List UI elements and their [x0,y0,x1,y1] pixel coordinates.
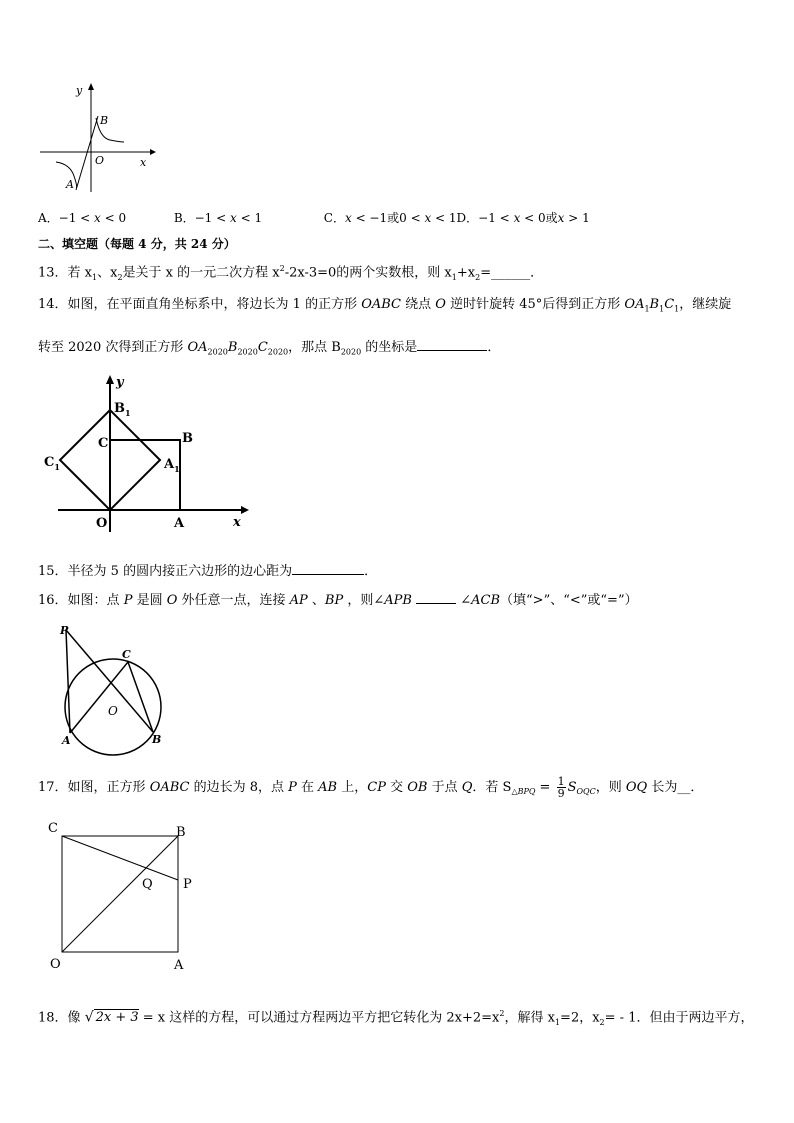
fig14-c: C [98,436,109,451]
fig16-a: A [62,734,71,747]
q17-var: OB [407,780,428,795]
q14-text: 转至 2020 次得到正方形 [38,340,188,355]
fraction-den: 9 [557,787,565,800]
var-x: x [424,211,432,225]
q16-var: AP [289,593,308,608]
fig12-y-label: y [76,84,83,97]
q16-text: ∠ [456,593,472,608]
var-x: x [513,211,521,225]
question-17 [38,776,703,800]
q17-sub: △BPQ [511,787,536,796]
q17-sub: OQC [576,787,596,796]
option-a-tail: < 0 [100,211,127,225]
fig17-o: O [50,957,61,972]
q14-sub: 1 [644,304,650,314]
q16-text: ，则∠ [343,593,385,608]
fig14-a1: $A_1$ [164,457,180,474]
q18-sub: 2 [599,1017,605,1027]
q18-sub: 1 [554,1017,561,1027]
q15-text: 15．半径为 5 的圆内接正六边形的边心距为 [38,564,293,579]
q16-var: P [123,593,133,608]
option-c: C． [323,211,345,225]
q17-var: Q [461,780,473,795]
fig16-b: B [152,733,162,746]
fig14-b: B [182,431,193,446]
option-d-tail: > 1 [564,211,590,225]
fig12-a-label: A [66,178,74,191]
q17-text: ，则 [595,780,626,795]
q17-var: CP [367,780,386,795]
q16-var: O [166,593,178,608]
option-b: B．−1 < [173,211,231,225]
q16-text: （填“>”、“<”或“=”） [500,593,638,608]
q13-text: -2x-3=0的两个实数根，则 x [284,265,452,281]
fraction-num: 1 [557,775,565,788]
q18-text: =2，x [560,1010,600,1026]
q17-text: 于点 [427,780,462,795]
q17-text: 交 [385,780,408,795]
fig14-b1: $B_1$ [114,401,131,418]
q14-sub: 2020 [237,347,258,357]
q13-text: =______． [480,265,544,281]
q18-text: = x 这样的方程，可以通过方程两边平方把它转化为 2x+2=x [138,1010,500,1026]
q17-var: OQ [625,780,648,795]
q18-sup: 2 [499,1009,505,1018]
q14-text: 14．如图，在平面直角坐标系中，将边长为 1 的正方形 [38,297,362,312]
q14-sub: 2020 [340,347,362,357]
fig17-q: Q [142,877,153,892]
fig17-b: B [176,825,186,840]
option-c-mid1: < −1或0 < [351,211,425,225]
q14-text: 的坐标是 [361,340,418,355]
q17-var: AB [318,780,338,795]
q13-sup: 2 [279,264,285,273]
q16-var: ACB [471,593,501,608]
q12-options [38,210,590,226]
q18-text: 18．像 [38,1010,85,1026]
answer-blank[interactable] [417,350,487,351]
sqrt-radicand: 2x + 3 [95,1010,139,1026]
option-b-tail: < 1 [236,211,263,225]
question-14-line1 [38,297,731,318]
answer-blank[interactable] [416,603,456,604]
q14-sub: 2020 [207,347,228,357]
fig17-a: A [174,958,184,973]
q14-var: C [257,340,268,355]
q17-text: 17．如图，正方形 [38,780,150,795]
q14-var: C [664,297,675,312]
q14-text: 绕点 [401,297,436,312]
q13-text: 13．若 x [38,265,93,281]
option-a: A．−1 < [38,211,95,225]
fraction [557,776,566,799]
q14-figure [38,372,253,534]
q14-var: OA [187,340,208,355]
q16-text: 、 [307,593,325,608]
q14-var: O [435,297,446,312]
q16-figure [52,620,177,760]
fig12-o-label: O [95,154,105,167]
q13-sub: 1 [451,272,457,282]
var-x: x [94,211,101,225]
fig14-a: A [174,516,185,531]
fig12-b-label: B [100,114,109,127]
q12-figure [38,80,158,195]
q14-text: 逆时针旋转 45°后得到正方形 [445,297,625,312]
q17-figure [46,818,206,978]
q16-var: BP [324,593,344,608]
q17-var: S [567,780,577,795]
q13-text: +x [456,265,476,281]
q13-sub: 1 [92,272,98,282]
q16-text: 外任意一点，连接 [177,593,290,608]
question-15: 15．半径为 5 的圆内接正六边形的边心距为 ． [38,564,378,579]
option-d-mid: < 0或 [520,211,558,225]
q17-text: 在 [296,780,319,795]
q13-text: 是关于 x 的一元二次方程 x [122,265,280,281]
fig14-c1: $C_1$ [44,455,60,472]
q14-var: B [227,340,238,355]
option-c-d: < 1D．−1 < [431,211,514,225]
q17-text: 上， [337,780,368,795]
var-x: x [230,211,237,225]
fig17-p: P [183,877,192,892]
fig14-x: x [233,515,241,530]
fig17-c: C [48,821,58,836]
q14-text: ，继续旋 [679,297,732,312]
question-16 [38,593,638,609]
q14-text: ，那点 B [288,340,341,355]
q14-sub: 1 [659,304,665,314]
q14-sub: 2020 [267,347,289,357]
q17-text: 长为__． [647,780,704,795]
fig16-o: O [108,704,118,718]
q17-var: OABC [149,780,190,795]
question-18: 18．像 √ 2x + 3 = x 这样的方程，可以通过方程两边平方把它转化为 $2x+2=x^2$，解得 $x_1=2$，$x_2= - 1$．但由于两边平方， [38,1009,754,1027]
q17-text: ．若 S [472,780,512,795]
fig14-o: O [96,516,108,531]
var-x: x [344,211,352,225]
fig16-p: P [60,624,69,637]
q14-var: B [649,297,660,312]
q17-text: 的边长为 8，点 [189,780,289,795]
fig16-c: C [122,648,131,661]
fig12-x-label: x [140,156,147,169]
answer-blank[interactable] [292,574,364,575]
q18-text: ，解得 x [504,1010,555,1026]
q18-text: = - 1．但由于两边平方， [604,1010,754,1026]
q16-var: APB [384,593,412,608]
q14-var: OA [624,297,645,312]
q13-sub: 2 [117,272,123,282]
q16-text: 16．如图：点 [38,593,124,608]
q17-text: = [535,780,555,795]
section-title: 二、填空题（每题 4 分，共 24 分） [38,237,236,251]
q14-var: OABC [361,297,402,312]
question-13 [38,261,543,286]
var-x: x [557,211,565,225]
q17-var: P [288,780,297,795]
question-14-line2: 转至 2020 次得到正方形 $OA_{2020}B_{2020}C_{2020}$，那点 $B_{2020}$ 的坐标是 ． [38,340,501,357]
fig14-y: y [116,375,124,390]
q16-text: 是圆 [132,593,167,608]
q13-text: 、x [97,265,118,281]
q13-sub: 2 [475,272,481,282]
q14-sub: 1 [674,304,680,314]
